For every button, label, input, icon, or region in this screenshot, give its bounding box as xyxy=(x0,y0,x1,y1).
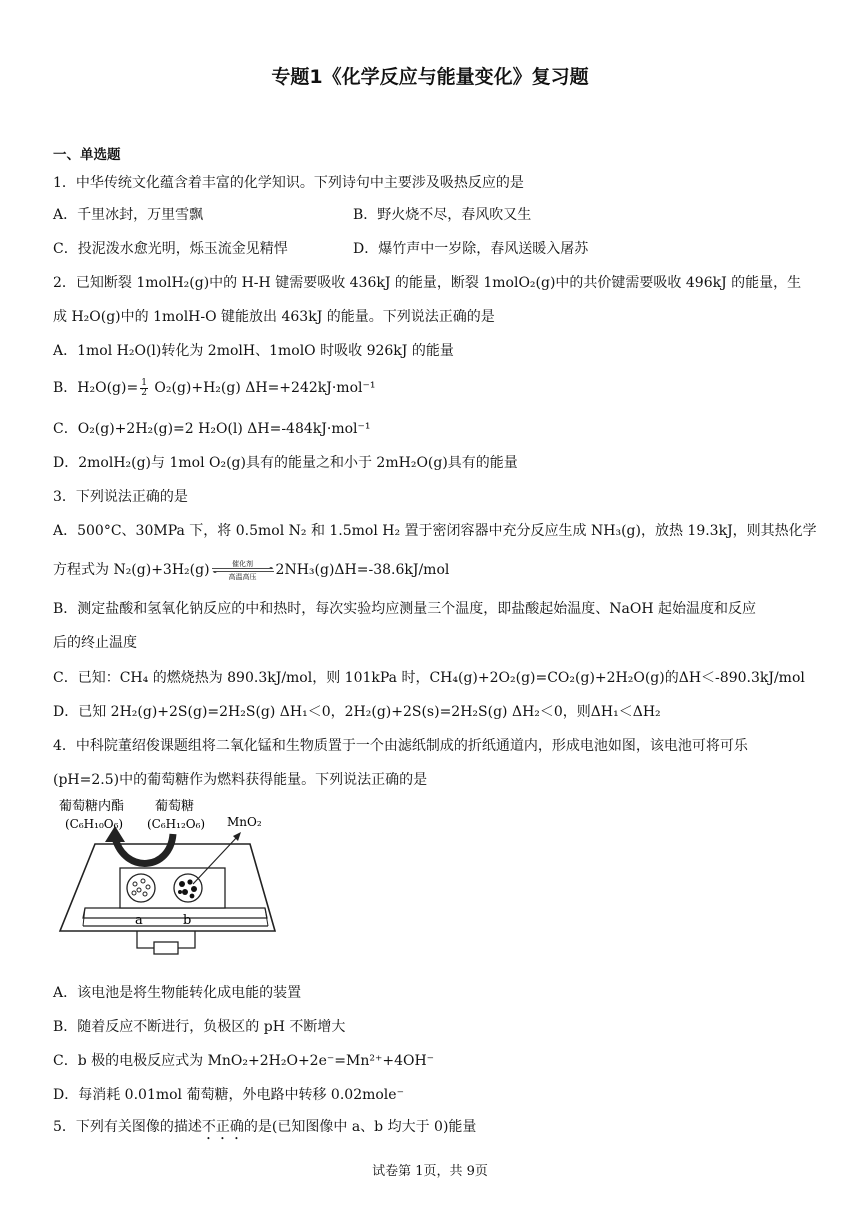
battery-diagram xyxy=(55,796,285,974)
fraction-denominator: 2 xyxy=(141,387,147,398)
question-5-stem xyxy=(53,1117,476,1143)
question-1-option-b: B．野火烧不尽，春风吹又生 xyxy=(353,207,532,223)
question-2-stem-line2: 成 H₂O(g)中的 1molH-O 键能放出 463kJ 的能量。下列说法正确的是 xyxy=(53,309,495,325)
emphasis-not-correct: 不正确 xyxy=(201,1119,244,1135)
question-3-option-b-line1: B．测定盐酸和氢氧化钠反应的中和热时，每次实验均应测量三个温度，即盐酸起始温度、NaOH 起始温度和反应 xyxy=(53,601,757,617)
question-4-option-c: C．b 极的电极反应式为 MnO₂+2H₂O+2e⁻=Mn²⁺+4OH⁻ xyxy=(53,1053,435,1069)
option-b-suffix: O₂(g)+H₂(g) ΔH=+242kJ·mol⁻¹ xyxy=(149,380,376,396)
question-2-option-d: D．2molH₂(g)与 1mol O₂(g)具有的能量之和小于 2mH₂O(g)具有的能量 xyxy=(53,455,518,471)
question-3-option-a-line1: A．500°C、30MPa 下，将 0.5mol N₂ 和 1.5mol H₂ 置于密闭容器中充分反应生成 NH₃(g)，放热 19.3kJ，则其热化学 xyxy=(53,523,817,539)
glucose-formula: (C₆H₁₂O₆) xyxy=(147,817,206,831)
question-2-option-c: C．O₂(g)+2H₂(g)=2 H₂O(l) ΔH=-484kJ·mol⁻¹ xyxy=(53,421,371,437)
battery-diagram-svg xyxy=(55,796,285,974)
condition-label: 高温高压 xyxy=(228,573,257,581)
question-3-stem: 3．下列说法正确的是 xyxy=(53,489,188,505)
question-2-option-a: A．1mol H₂O(l)转化为 2molH、1molO 时吸收 926kJ 的能量 xyxy=(53,343,454,359)
question-4-stem-line2: (pH=2.5)中的葡萄糖作为燃料获得能量。下列说法正确的是 xyxy=(53,772,428,788)
question-3-option-d: D．已知 2H₂(g)+2S(g)=2H₂S(g) ΔH₁＜0，2H₂(g)+2S(s)=2H₂S(g) ΔH₂＜0，则ΔH₁＜ΔH₂ xyxy=(53,704,661,720)
equation-right: 2NH₃(g)ΔH=-38.6kJ/mol xyxy=(275,562,450,578)
electrode-b-label: b xyxy=(183,913,192,928)
page-title: 专题1《化学反应与能量变化》复习题 xyxy=(271,66,589,88)
question-4-option-d: D．每消耗 0.01mol 葡萄糖，外电路中转移 0.02mole⁻ xyxy=(53,1087,404,1103)
fraction-numerator: 1 xyxy=(141,377,147,388)
option-b-prefix: B．H₂O(g)= xyxy=(53,380,139,396)
lactone-formula: (C₆H₁₀O₆) xyxy=(65,817,124,831)
question-1-option-d: D．爆竹声中一岁除，春风送暖入屠苏 xyxy=(353,241,589,257)
question-3-option-a-line2 xyxy=(53,560,449,580)
equation-left: 方程式为 N₂(g)+3H₂(g) xyxy=(53,562,210,578)
question-3-option-c: C．已知：CH₄ 的燃烧热为 890.3kJ/mol，则 101kPa 时，CH₄(g)+2O₂(g)=CO₂(g)+2H₂O(g)的ΔH＜-890.3kJ/mol xyxy=(53,670,805,686)
glucose-label: 葡萄糖 xyxy=(155,799,195,814)
fraction-one-half xyxy=(140,379,148,398)
question-2-option-b xyxy=(53,378,375,398)
mno2-label: MnO₂ xyxy=(227,815,262,829)
question-4-option-b: B．随着反应不断进行，负极区的 pH 不断增大 xyxy=(53,1019,346,1035)
question-4-option-a: A．该电池是将生物能转化成电能的装置 xyxy=(53,985,302,1001)
question-3-option-b-line2: 后的终止温度 xyxy=(53,635,137,651)
question-1-option-a: A．千里冰封，万里雪飘 xyxy=(53,207,204,223)
question-1-option-c: C．投泥泼水愈光明，烁玉流金见精悍 xyxy=(53,241,288,257)
question-5-stem-start: 5．下列有关图像的描述 xyxy=(53,1119,202,1135)
lactone-label: 葡萄糖内酯 xyxy=(59,799,125,814)
section-heading: 一、单选题 xyxy=(53,147,121,163)
question-5-stem-end: 的是(已知图像中 a、b 均大于 0)能量 xyxy=(243,1119,477,1135)
electrode-a-label: a xyxy=(135,913,143,928)
page-footer: 试卷第 1页，共 9页 xyxy=(372,1164,488,1179)
reversible-arrow xyxy=(210,560,276,580)
catalyst-label: 催化剂 xyxy=(232,560,254,568)
question-2-stem-line1: 2．已知断裂 1molH₂(g)中的 H-H 键需要吸收 436kJ 的能量，断裂 1molO₂(g)中的共价键需要吸收 496kJ 的能量，生 xyxy=(53,275,802,291)
question-1-stem: 1．中华传统文化蕴含着丰富的化学知识。下列诗句中主要涉及吸热反应的是 xyxy=(53,175,524,191)
question-4-stem-line1: 4．中科院董绍俊课题组将二氧化锰和生物质置于一个由滤纸制成的折纸通道内，形成电池如图，该电池可将可乐 xyxy=(53,738,748,754)
